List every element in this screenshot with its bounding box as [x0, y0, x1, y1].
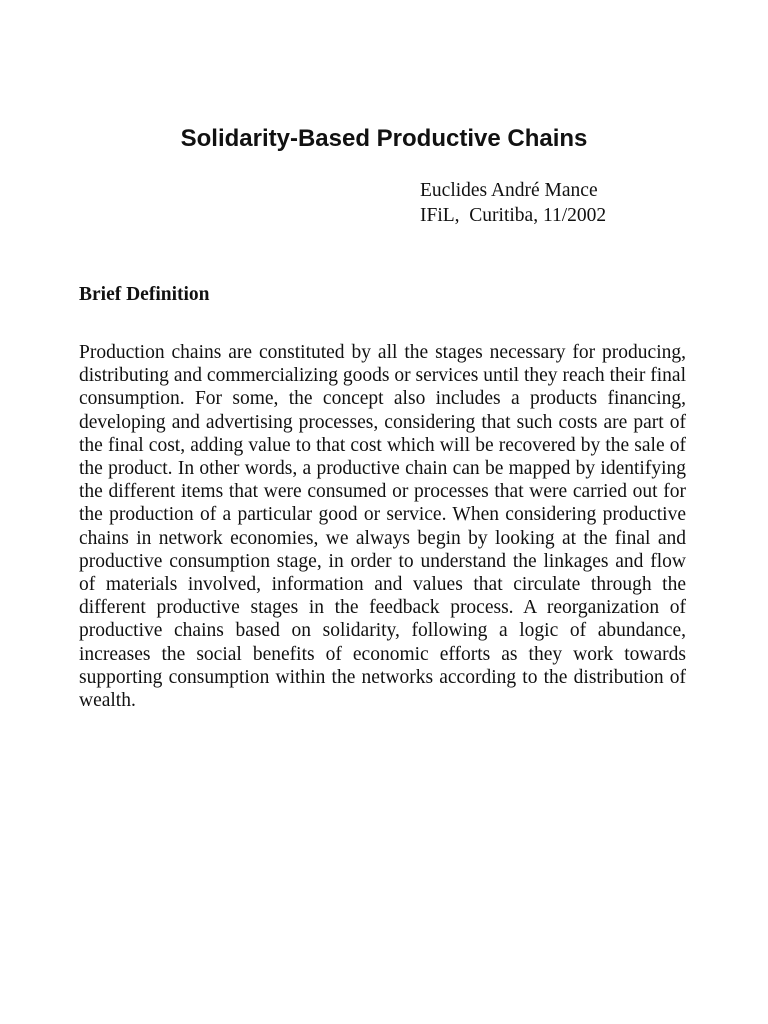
author-block — [420, 178, 606, 228]
body-paragraph: Production chains are constituted by all the stages necessary for producing, distributing and commercializing goods or services until they reach their final consumption. For some, the concept also includes a products financing, developing and advertising processes, considering that such costs are part of the final cost, adding value to that cost which will be recovered by the sale of the product. In other words, a productive chain can be mapped by identifying the different items that were consumed or processes that were carried out for the production of a particular good or service. When considering productive chains in network economies, we always begin by looking at the final and productive consumption stage, in order to understand the linkages and flow of materials involved, information and values that circulate through the different productive stages in the feedback process. A reorganization of productive chains based on solidarity, following a logic of abundance, increases the social benefits of economic efforts as they work towards supporting consumption within the networks according to the distribution of wealth. — [79, 342, 686, 712]
section-heading: Brief Definition — [79, 284, 210, 305]
document-title: Solidarity-Based Productive Chains — [180, 125, 588, 152]
author-name: Euclides André Mance — [420, 180, 598, 201]
author-affiliation: IFiL, Curitiba, 11/2002 — [420, 205, 607, 226]
